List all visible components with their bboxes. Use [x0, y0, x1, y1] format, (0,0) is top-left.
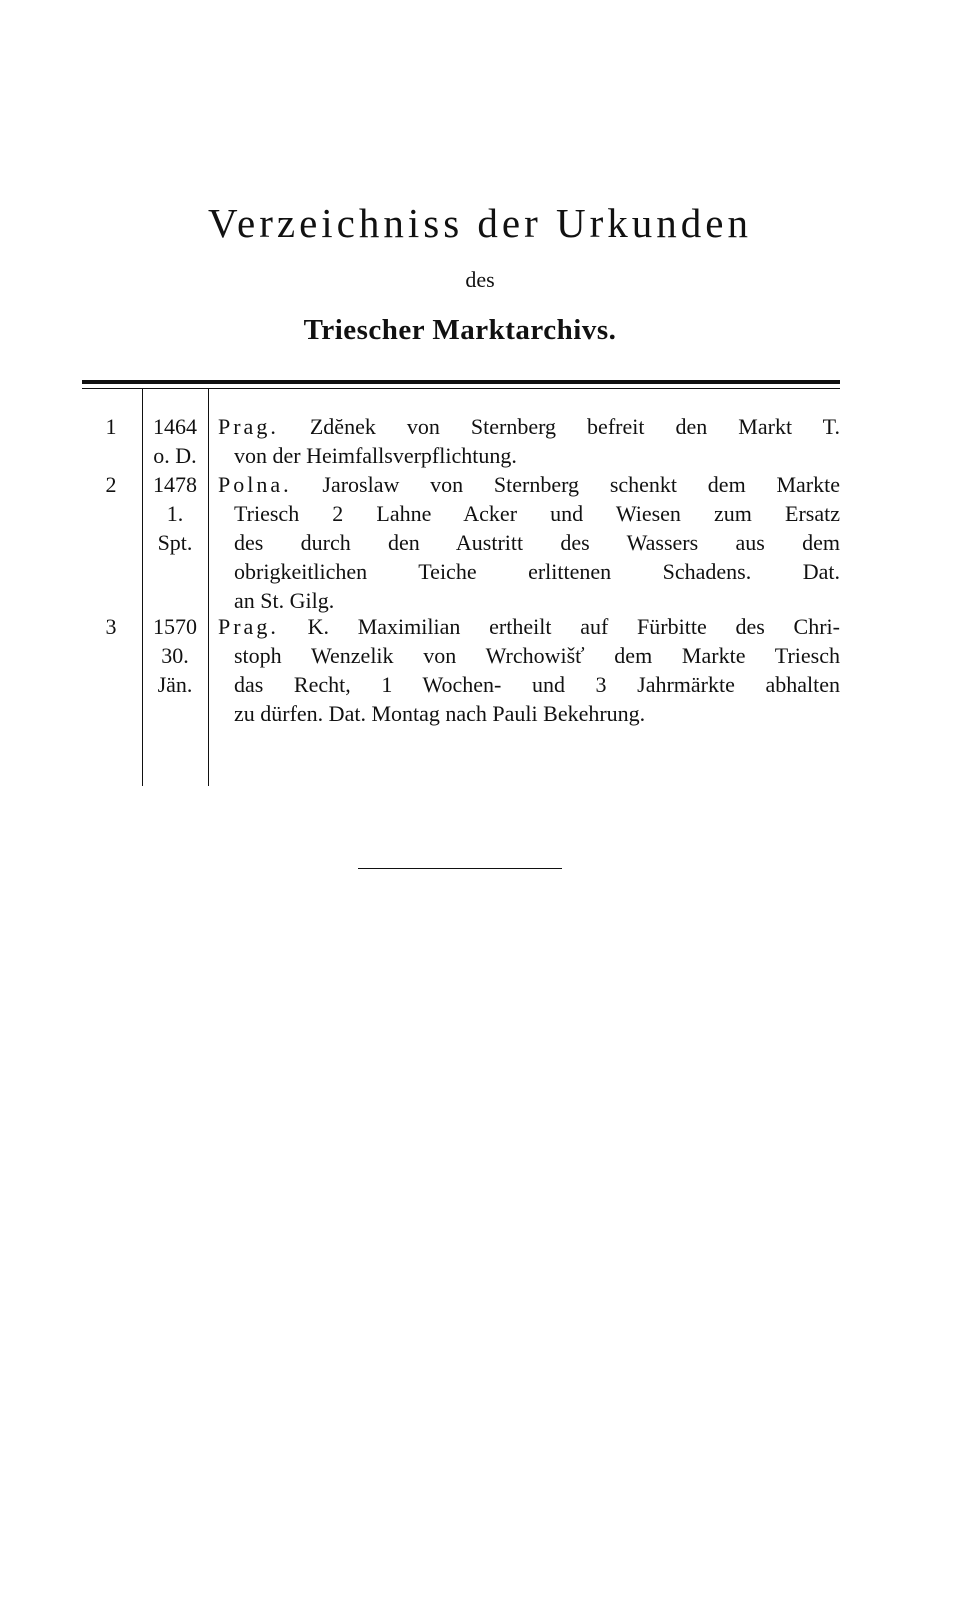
document-title: Verzeichniss der Urkunden — [207, 200, 752, 246]
entry-text-line: Jaroslaw von Sternberg schenkt dem Markte — [291, 472, 840, 497]
entry-date-line: Jän. — [157, 672, 193, 697]
entry-number: 3 — [105, 614, 117, 639]
entry-place: Prag. — [218, 614, 279, 639]
entry-number: 1 — [105, 414, 117, 439]
entry-year: 1464 — [153, 414, 197, 439]
entry-year: 1478 — [153, 472, 197, 497]
document-subtitle-des: des — [465, 267, 495, 292]
table-top-rule-thin — [82, 388, 840, 389]
entry-text-line: stoph Wenzelik von Wrchowišť dem Markte Triesch — [234, 643, 840, 668]
table-top-rule-thick — [82, 380, 840, 384]
entry-text — [218, 412, 840, 470]
document-subtitle-archive: Triescher Marktarchivs. — [303, 314, 617, 346]
entry-text-line: Triesch 2 Lahne Acker und Wiesen zum Ersatz — [234, 501, 840, 526]
entry-text-line: zu dürfen. Dat. Montag nach Pauli Bekehrung. — [234, 701, 646, 726]
entry-text-line: an St. Gilg. — [234, 588, 335, 613]
entry-date — [143, 412, 207, 470]
entry-text-line: obrigkeitlichen Teiche erlittenen Schadens. Dat. — [234, 559, 840, 584]
entry-date — [143, 612, 207, 699]
entry-date-line: Spt. — [157, 530, 193, 555]
entry-text — [218, 612, 840, 728]
entry-text-line: von der Heimfallsverpflichtung. — [234, 443, 517, 468]
column-divider-date-text — [208, 388, 209, 786]
entry-text-line: das Recht, 1 Wochen- und 3 Jahrmärkte abhalten — [234, 672, 840, 697]
entry-number: 2 — [105, 472, 117, 497]
entry-date — [143, 470, 207, 557]
closing-rule — [358, 868, 562, 869]
entry-text-line: Zdĕnek von Sternberg befreit den Markt T. — [278, 414, 840, 439]
entry-text-line: des durch den Austritt des Wassers aus dem — [234, 530, 840, 555]
entry-text-line: K. Maximilian ertheilt auf Fürbitte des Chri- — [278, 614, 840, 639]
entry-date-line: 1. — [166, 501, 184, 526]
entry-place: Polna. — [218, 472, 292, 497]
entry-date-line: o. D. — [153, 443, 197, 468]
entry-date-line: 30. — [161, 643, 189, 668]
entry-year: 1570 — [153, 614, 197, 639]
entry-text — [218, 470, 840, 615]
entry-place: Prag. — [218, 414, 279, 439]
